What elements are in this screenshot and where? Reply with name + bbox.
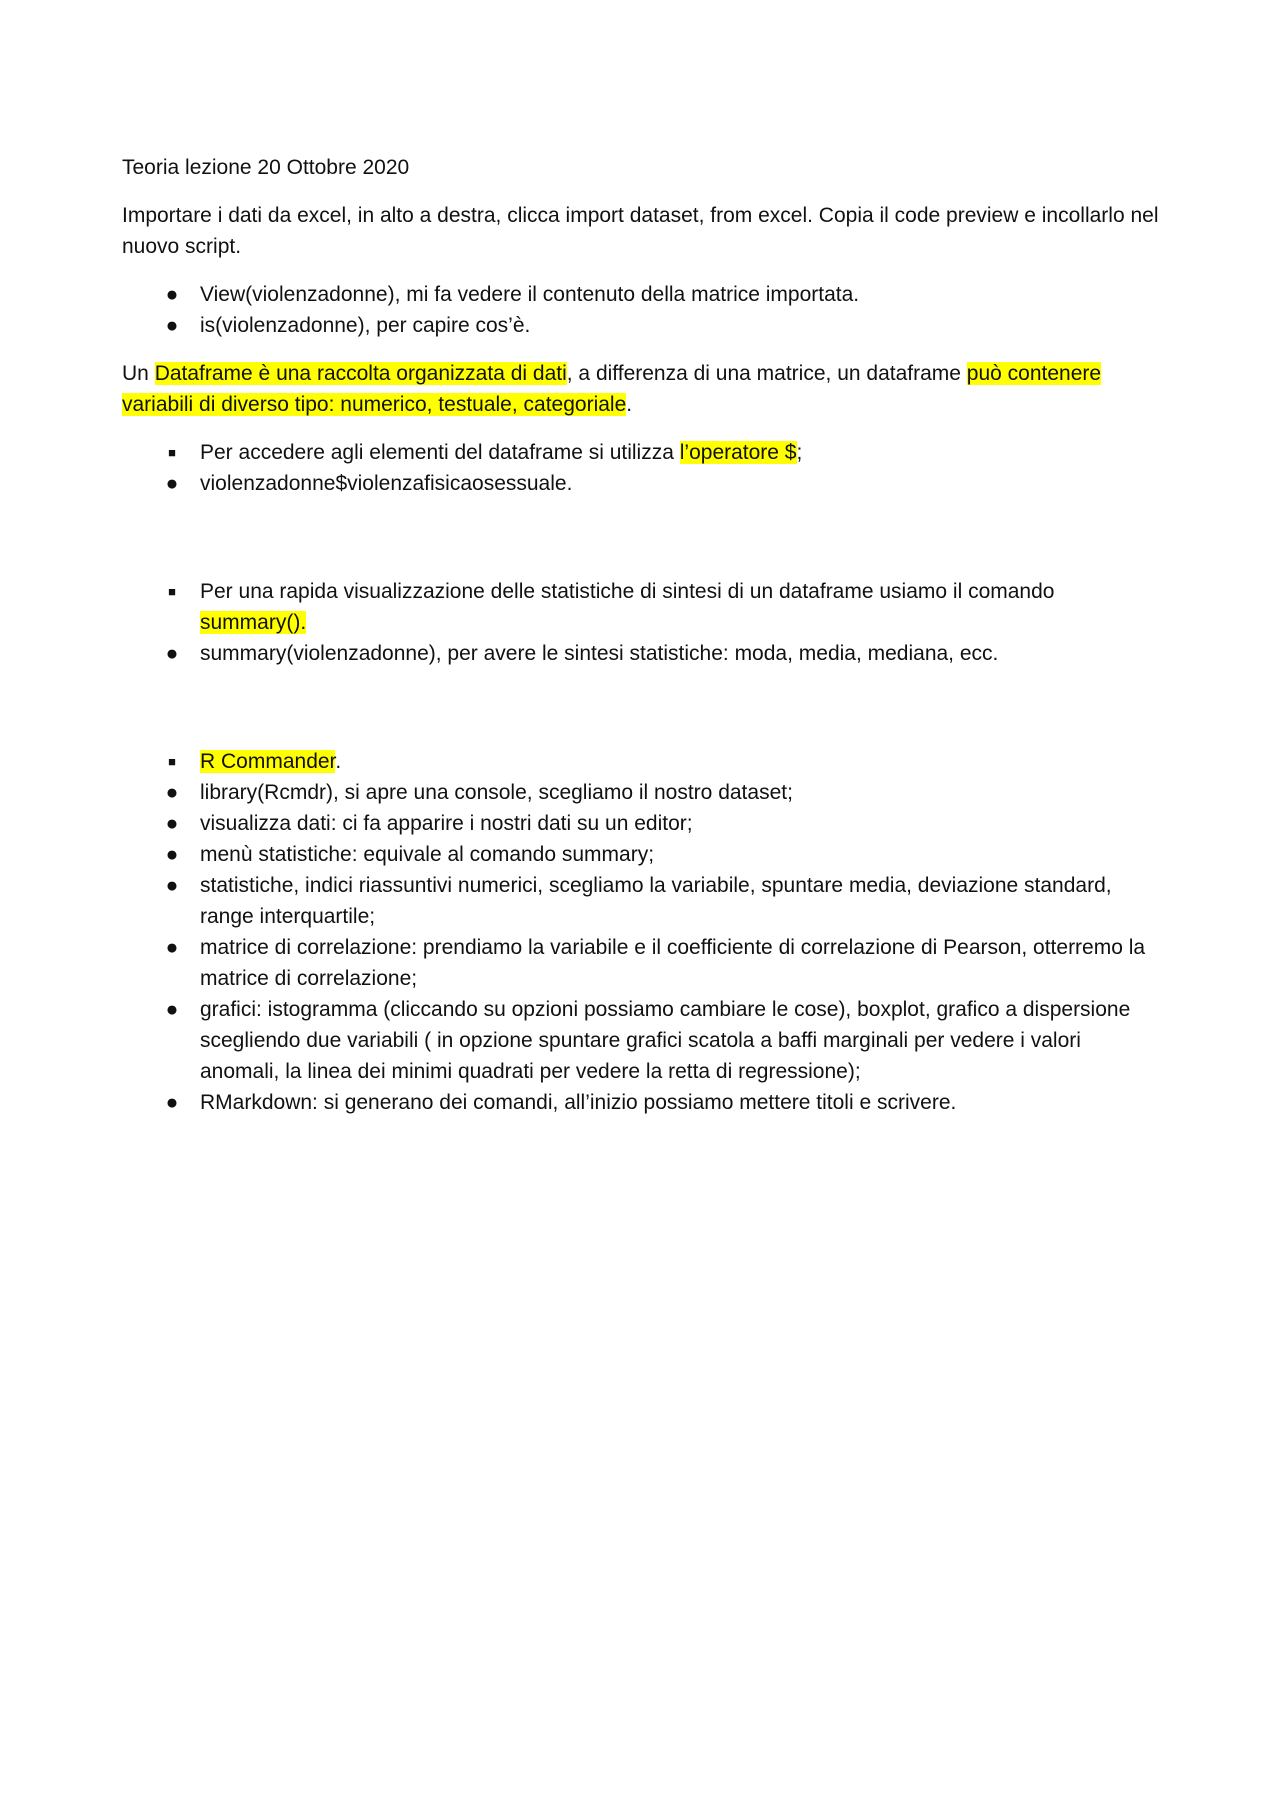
text-run: .: [626, 393, 633, 416]
intro-paragraph: Importare i dati da excel, in alto a destra, clicca import dataset, from excel. Copia il code preview e incollarlo nel nuovo script.: [122, 204, 1159, 258]
list-item: [122, 638, 1162, 669]
list-item-text: statistiche, indici riassuntivi numerici, scegliamo la variabile, spuntare media, deviazione standard, range interquartile;: [200, 874, 1112, 928]
bullet-icon: ●: [165, 936, 179, 959]
list-item-text: visualizza dati: ci fa apparire i nostri dati su un editor;: [200, 812, 693, 835]
blank-space: [122, 686, 1162, 746]
text-run: Per una rapida visualizzazione delle statistiche di sintesi di un dataframe usiamo il comando: [200, 580, 1055, 603]
bullet-icon: ●: [165, 781, 179, 804]
list-item: [122, 1087, 1162, 1118]
list-item-text: violenzadonne$violenzafisicaosessuale.: [200, 472, 573, 495]
bullet-icon: ●: [165, 874, 179, 897]
list-item-text: library(Rcmdr), si apre una console, scegliamo il nostro dataset;: [200, 781, 793, 804]
r-commander-list: [122, 746, 1162, 1118]
list-item-text: View(violenzadonne), mi fa vedere il contenuto della matrice importata.: [200, 283, 860, 306]
list-item-text: summary(violenzadonne), per avere le sintesi statistiche: moda, media, mediana, ecc.: [200, 642, 999, 665]
highlighted-text: Dataframe è una raccolta organizzata di dati: [154, 362, 567, 385]
dataframe-access-list: [122, 437, 1162, 499]
list-item: [122, 279, 1162, 310]
bullet-icon: ●: [165, 472, 179, 495]
view-commands-list: [122, 279, 1162, 341]
bullet-icon: ●: [165, 812, 179, 835]
blank-space: [122, 516, 1162, 576]
bullet-icon: ●: [165, 843, 179, 866]
document-body: [122, 152, 1162, 1135]
list-item: [122, 870, 1162, 932]
list-item: [122, 310, 1162, 341]
list-item: [122, 808, 1162, 839]
highlighted-text: l’operatore $: [679, 441, 797, 464]
list-item: [122, 994, 1162, 1087]
highlighted-text: R Commander: [200, 750, 336, 773]
list-item-text: RMarkdown: si generano dei comandi, all’inizio possiamo mettere titoli e scrivere.: [200, 1091, 957, 1114]
square-bullet-icon: ■: [168, 754, 176, 769]
text-run: Per accedere agli elementi del dataframe si utilizza: [200, 441, 680, 464]
dataframe-paragraph: [122, 358, 1162, 420]
bullet-icon: ●: [165, 642, 179, 665]
text-run: ;: [796, 441, 803, 464]
text-run: Un: [122, 362, 155, 385]
summary-list: [122, 576, 1162, 669]
list-item: [122, 437, 1162, 468]
square-bullet-icon: ■: [168, 445, 176, 460]
highlighted-text: può contenere variabili di diverso tipo: numerico, testuale, categoriale: [122, 362, 1102, 416]
list-item: [122, 576, 1162, 638]
list-item-text: matrice di correlazione: prendiamo la variabile e il coefficiente di correlazione di Pearson, otterremo la matrice di correlazione;: [200, 936, 1146, 990]
bullet-icon: ●: [165, 998, 179, 1021]
list-item: [122, 468, 1162, 499]
list-item: [122, 777, 1162, 808]
list-item: [122, 932, 1162, 994]
list-item-text: grafici: istogramma (cliccando su opzioni possiamo cambiare le cose), boxplot, grafico a dispersione scegliendo due variabili ( in opzione spuntare grafici scatola a baffi marginali per vedere i valori anomali, la linea dei minimi quadrati per vedere la retta di regressione);: [200, 998, 1131, 1083]
bullet-icon: ●: [165, 283, 179, 306]
highlighted-text: summary().: [200, 611, 307, 634]
bullet-icon: ●: [165, 314, 179, 337]
bullet-icon: ●: [165, 1091, 179, 1114]
list-item: [122, 839, 1162, 870]
text-run: , a differenza di una matrice, un dataframe: [566, 362, 967, 385]
document-title: Teoria lezione 20 Ottobre 2020: [122, 156, 410, 179]
square-bullet-icon: ■: [168, 584, 176, 599]
list-item-text: menù statistiche: equivale al comando summary;: [200, 843, 655, 866]
list-item-text: is(violenzadonne), per capire cos’è.: [200, 314, 531, 337]
list-item: [122, 746, 1162, 777]
text-run: .: [335, 750, 342, 773]
